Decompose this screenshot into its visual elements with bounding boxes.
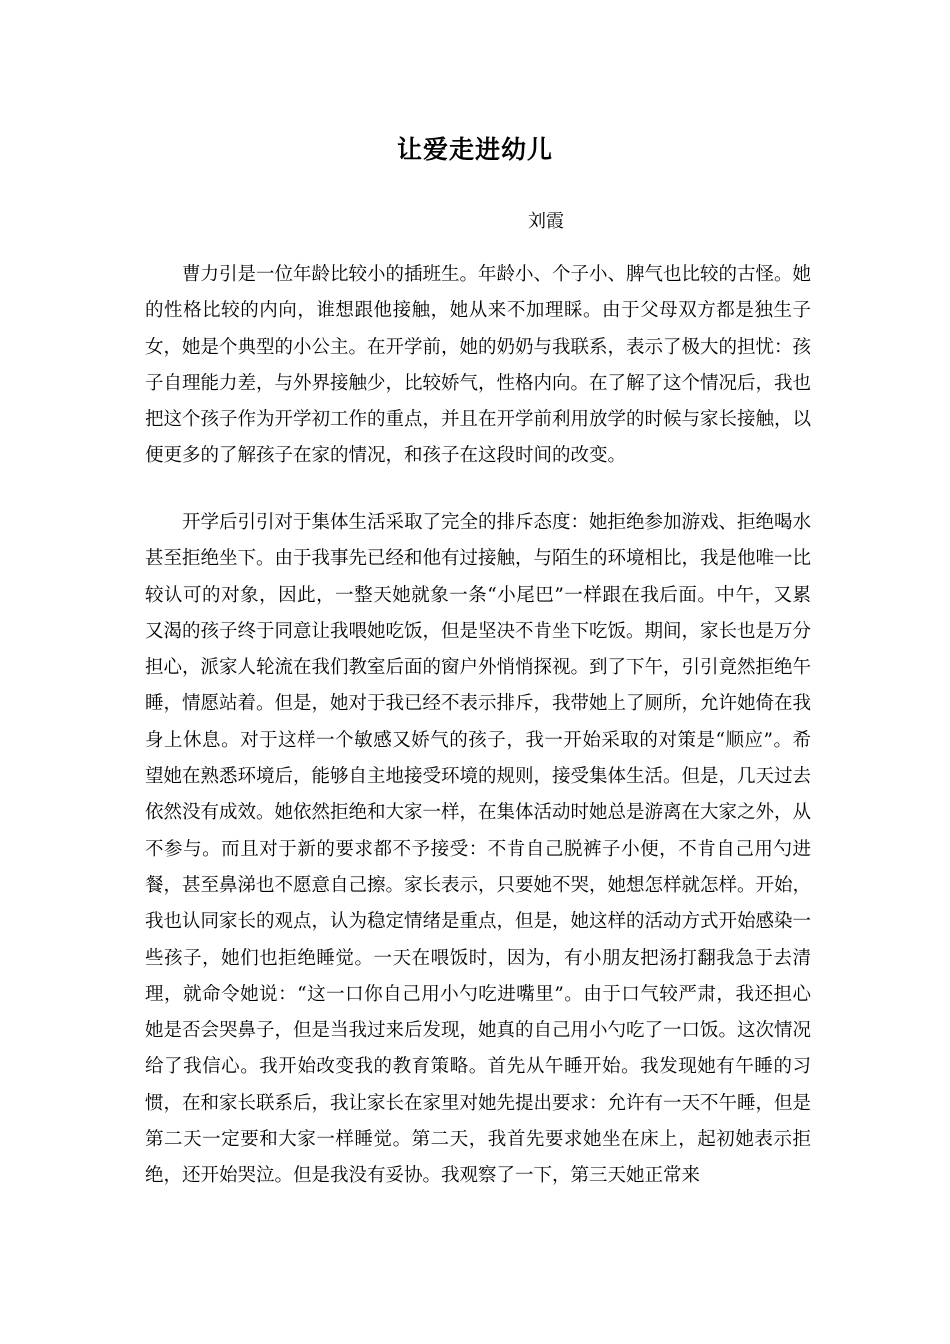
author-name: 刘霞 bbox=[528, 211, 564, 232]
body-paragraph-2: 开学后引引对于集体生活采取了完全的排斥态度：她拒绝参加游戏、拒绝喝水甚至拒绝坐下。由于我事先已经和他有过接触，与陌生的环境相比，我是他唯一比较认可的对象，因此，一整天她就象一条“小尾巴”一样跟在我后面。中午，又累又渴的孩子终于同意让我喂她吃饭，但是坚决不肯坐下吃饭。期间，家长也是万分担心，派家人轮流在我们教室后面的窗户外悄悄探视。到了下午，引引竟然拒绝午睡，情愿站着。但是，她对于我已经不表示排斥，我带她上了厕所，允许她倚在我身上休息。对于这样一个敏感又娇气的孩子，我一开始采取的对策是“顺应”。希望她在熟悉环境后，能够自主地接受环境的规则，接受集体生活。但是，几天过去依然没有成效。她依然拒绝和大家一样，在集体活动时她总是游离在大家之外，从不参与。而且对于新的要求都不予接受：不肯自己脱裤子小便，不肯自己用勺进餐，甚至鼻涕也不愿意自己擦。家长表示，只要她不哭，她想怎样就怎样。开始，我也认同家长的观点，认为稳定情绪是重点，但是，她这样的活动方式开始感染一些孩子，她们也拒绝睡觉。一天在喂饭时，因为，有小朋友把汤打翻我急于去清理，就命令她说：“这一口你自己用小勺吃进嘴里”。由于口气较严肃，我还担心她是否会哭鼻子，但是当我过来后发现，她真的自己用小勺吃了一口饭。这次情况给了我信心。我开始改变我的教育策略。首先从午睡开始。我发现她有午睡的习惯，在和家长联系后，我让家长在家里对她先提出要求：允许有一天不午睡，但是第二天一定要和大家一样睡觉。第二天，我首先要求她坐在床上，起初她表示拒绝，还开始哭泣。但是我没有妥协。我观察了一下，第三天她正常来 bbox=[145, 512, 812, 1187]
document-title: 让爱走进幼儿 bbox=[396, 135, 553, 164]
body-paragraph-1: 曹力引是一位年龄比较小的插班生。年龄小、个子小、脾气也比较的古怪。她的性格比较的内向，谁想跟他接触，她从来不加理睬。由于父母双方都是独生子女，她是个典型的小公主。在开学前，她的奶奶与我联系，表示了极大的担忧：孩子自理能力差，与外界接触少，比较娇气，性格内向。在了解了这个情况后，我也把这个孩子作为开学初工作的重点，并且在开学前利用放学的时候与家长接触，以便更多的了解孩子在家的情况，和孩子在这段时间的改变。 bbox=[145, 264, 812, 467]
